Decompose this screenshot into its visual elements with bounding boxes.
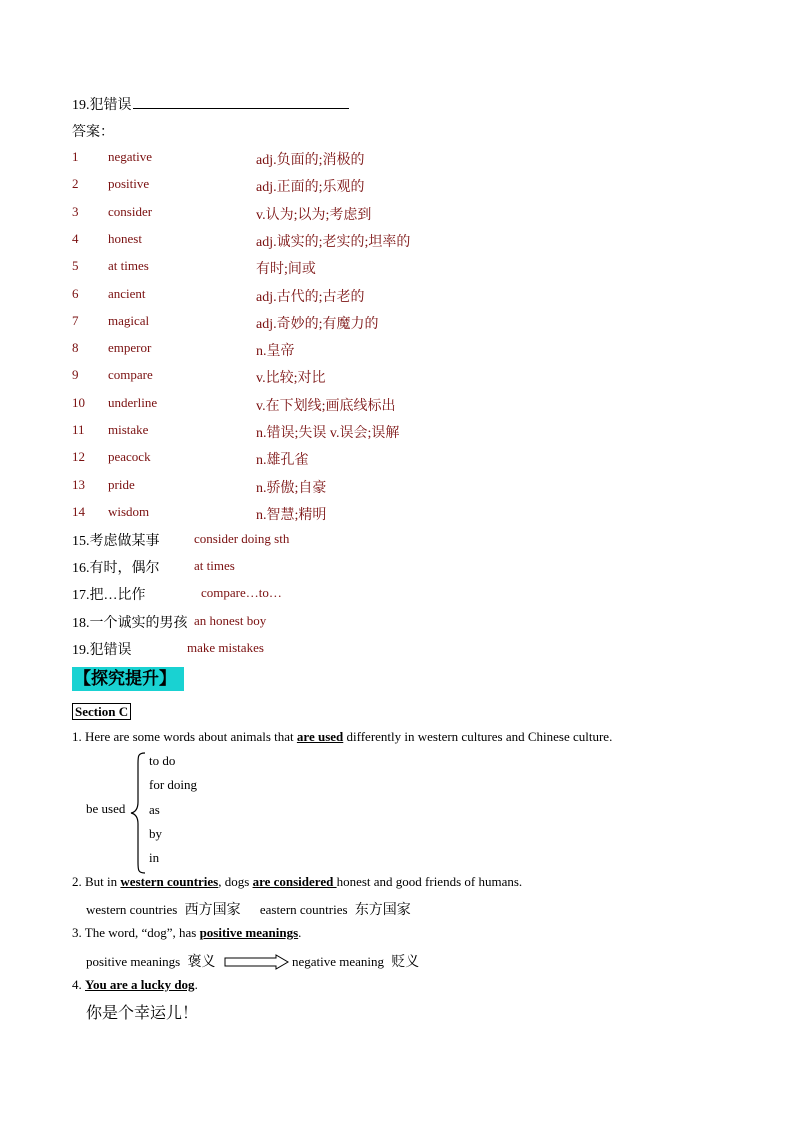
vocab-number: 14 <box>72 504 85 519</box>
vocab-number: 8 <box>72 340 79 355</box>
q19-heading <box>72 94 349 114</box>
sentence-2-sub <box>86 899 411 919</box>
s3-sub-a-cn: 褒义 <box>187 955 216 970</box>
brace-item: to do <box>149 753 176 768</box>
vocab-meaning: n.智慧;精明 <box>256 508 327 523</box>
vocab-number: 9 <box>72 367 79 382</box>
vocab-word: at times <box>108 258 149 273</box>
phrase-cn: 17.把…比作 <box>72 588 146 603</box>
sentence-4 <box>72 977 198 993</box>
vocab-word: positive <box>108 176 150 191</box>
vocab-number: 4 <box>72 231 79 246</box>
s3-sub-b-cn: 贬义 <box>391 955 420 970</box>
vocab-word: compare <box>108 367 153 382</box>
vocab-word: magical <box>108 313 150 328</box>
phrase-en: consider doing sth <box>194 531 290 546</box>
s3-sub-a: positive meanings <box>86 954 181 969</box>
vocab-meaning: n.骄傲;自豪 <box>256 481 327 496</box>
vocab-number: 7 <box>72 313 79 328</box>
s4-pre: 4. <box>72 977 85 992</box>
be-used-label: be used <box>86 801 126 816</box>
vocab-meaning: n.雄孔雀 <box>256 453 309 468</box>
s3-bold: positive meanings <box>199 925 299 940</box>
vocab-word: negative <box>108 149 153 164</box>
vocab-number: 6 <box>72 286 79 301</box>
vocab-meaning: v.比较;对比 <box>256 371 326 386</box>
s4-post: . <box>194 977 198 992</box>
vocab-meaning: v.认为;以为;考虑到 <box>256 208 372 223</box>
vocab-word: peacock <box>108 449 151 464</box>
phrase-en: an honest boy <box>194 613 267 628</box>
vocab-meaning: n.皇帝 <box>256 344 295 359</box>
vocab-word: emperor <box>108 340 152 355</box>
vocab-meaning: adj.古代的;古老的 <box>256 290 365 305</box>
vocab-meaning: n.错误;失误 v.误会;误解 <box>256 426 400 441</box>
s2-sub-b-cn: 东方国家 <box>354 903 411 918</box>
vocab-word: consider <box>108 204 153 219</box>
vocab-number: 10 <box>72 395 85 410</box>
s3-sub-b: negative meaning <box>292 954 385 969</box>
vocab-word: wisdom <box>108 504 150 519</box>
vocab-word: honest <box>108 231 142 246</box>
phrase-cn: 15.考虑做某事 <box>72 534 160 549</box>
phrase-en: compare…to… <box>201 585 282 600</box>
vocab-word: ancient <box>108 286 146 301</box>
answer-blank <box>133 96 349 109</box>
s3-post: . <box>298 925 302 940</box>
s3-pre: 3. The word, “dog”, has <box>72 925 200 940</box>
phrase-cn: 18.一个诚实的男孩 <box>72 616 188 631</box>
vocab-meaning: adj.诚实的;老实的;坦率的 <box>256 235 411 250</box>
brace-icon <box>128 752 148 874</box>
vocab-meaning: 有时;间或 <box>256 262 316 277</box>
sentence-3 <box>72 925 301 941</box>
vocab-number: 13 <box>72 477 85 492</box>
s2-sub-b: eastern countries <box>259 902 348 917</box>
vocab-word: mistake <box>108 422 149 437</box>
sentence-4-cn: 你是个幸运儿！ <box>86 1005 199 1022</box>
s1-pre: 1. Here are some words about animals that <box>72 729 297 744</box>
sentence-3-sub <box>86 951 216 971</box>
explore-banner: 【探究提升】 <box>72 667 184 691</box>
answers-label: 答案： <box>72 125 114 140</box>
vocab-meaning: v.在下划线;画底线标出 <box>256 399 396 414</box>
section-title-text: Section C <box>72 703 131 720</box>
sentence-2 <box>72 874 522 890</box>
s4-bold: You are a lucky dog <box>85 977 195 992</box>
phrase-cn: 19.犯错误 <box>72 643 132 658</box>
phrase-cn: 16.有时，偶尔 <box>72 561 160 576</box>
arrow-right-icon <box>224 954 290 970</box>
vocab-number: 11 <box>72 422 85 437</box>
phrase-en: at times <box>194 558 235 573</box>
vocab-number: 3 <box>72 204 79 219</box>
vocab-meaning: adj.正面的;乐观的 <box>256 180 365 195</box>
vocab-number: 2 <box>72 176 79 191</box>
vocab-meaning: adj.负面的;消极的 <box>256 153 365 168</box>
s2-sub-a-cn: 西方国家 <box>184 903 241 918</box>
vocab-word: underline <box>108 395 158 410</box>
sentence-1 <box>72 729 612 745</box>
s2-sub-a: western countries <box>86 902 178 917</box>
vocab-number: 12 <box>72 449 85 464</box>
s2-post: honest and good friends of humans. <box>336 874 523 889</box>
q19-heading-text: 19.犯错误 <box>72 98 132 113</box>
s1-post: differently in western cultures and Chinese culture. <box>343 729 613 744</box>
sentence-3-sub-b <box>292 951 419 971</box>
vocab-meaning: adj.奇妙的;有魔力的 <box>256 317 379 332</box>
brace-item: for doing <box>149 777 198 792</box>
brace-item: in <box>149 850 160 865</box>
s2-pre: 2. But in <box>72 874 121 889</box>
brace-item: as <box>149 802 160 817</box>
section-title <box>72 703 131 721</box>
brace-item: by <box>149 826 162 841</box>
s2-bold-1: western countries <box>120 874 219 889</box>
s2-mid: , dogs <box>218 874 253 889</box>
vocab-number: 5 <box>72 258 79 273</box>
phrase-en: make mistakes <box>187 640 264 655</box>
s1-bold: are used <box>296 729 344 744</box>
vocab-number: 1 <box>72 149 79 164</box>
s2-bold-2: are considered <box>252 874 337 889</box>
vocab-word: pride <box>108 477 135 492</box>
